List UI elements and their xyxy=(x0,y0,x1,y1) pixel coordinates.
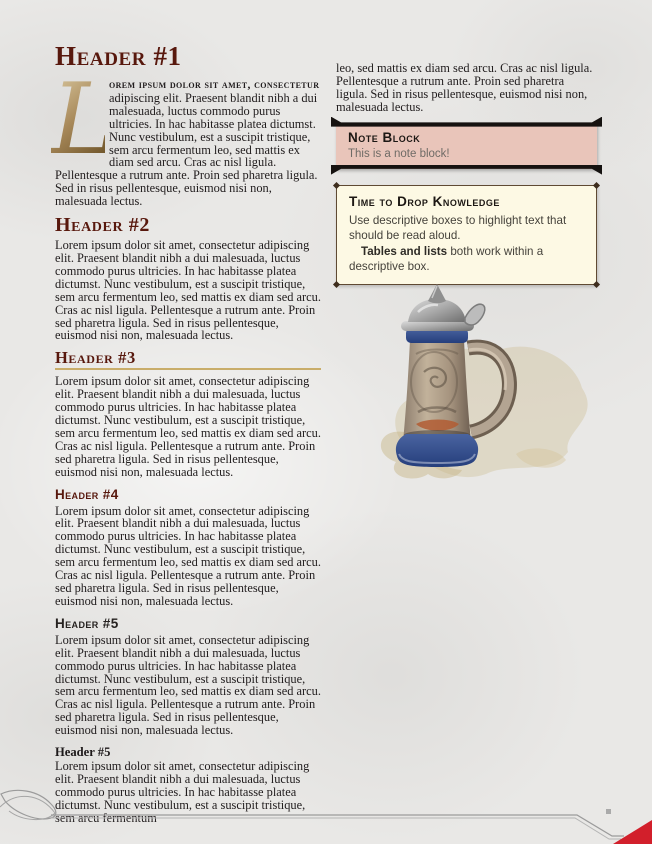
descriptive-box-text: Use descriptive boxes to highlight text that should be read aloud. xyxy=(349,213,567,242)
note-block-text: This is a note block! xyxy=(348,147,450,160)
header-1: Header #1 xyxy=(55,41,182,71)
header-5: Header #5 xyxy=(55,615,119,631)
note-block-title: Note Block xyxy=(348,129,421,145)
page-footer-decoration xyxy=(0,780,652,844)
lead-paragraph-text: adipiscing elit. Praesent blandit nibh a dui malesuada, luctus commodo purus ultricies. In hac habitasse platea dictumst. Nunc vestibulum, est a suscipit tristique, sem arcu fermentum leo, sed mattis ex diam sed arcu. Cras ac nisl ligula. Pellentesque a rutrum ante. Proin sed pharetra ligula. Sed in risus pellentesque, euismod nisi non, malesuada lectus. xyxy=(55,90,318,209)
header-2: Header #2 xyxy=(55,214,150,237)
descriptive-box-title: Time to Drop Knowledge xyxy=(349,193,500,209)
paragraph-5: Lorem ipsum dolor sit amet, consectetur adipiscing elit. Praesent blandit nibh a dui malesuada, luctus commodo purus ultricies. In hac habitasse platea dictumst. Nunc vestibulum, est a suscipit tristique, sem arcu fermentum leo, sed mattis ex diam sed arcu. Cras ac nisl ligula. Pellentesque a rutrum ante. Proin sed pharetra ligula. Sed in risus pellentesque, euismod nisi non, malesuada lectus. xyxy=(55,632,321,738)
column-overflow-paragraph: leo, sed mattis ex diam sed arcu. Cras ac nisl ligula. Pellentesque a rutrum ante. Proin sed pharetra ligula. Sed in risus pellentesque, euismod nisi non, malesuada lectus. xyxy=(336,61,593,114)
lead-small-caps-text: orem ipsum dolor sit amet, consectetur xyxy=(109,78,320,91)
paragraph-3: Lorem ipsum dolor sit amet, consectetur adipiscing elit. Praesent blandit nibh a dui malesuada, luctus commodo purus ultricies. In hac habitasse platea dictumst. Nunc vestibulum, est a suscipit tristique, sem arcu fermentum leo, sed mattis ex diam sed arcu. Cras ac nisl ligula. Pellentesque a rutrum ante. Proin sed pharetra ligula. Sed in risus pellentesque, euismod nisi non, malesuada lectus. xyxy=(55,374,321,479)
page-corner-triangle xyxy=(613,820,652,844)
drop-cap-letter: L xyxy=(51,63,117,177)
stein-lid-rim xyxy=(401,321,474,331)
descriptive-box-bold-text: Tables and lists xyxy=(361,244,448,258)
note-block xyxy=(336,123,597,169)
corner-dot-icon xyxy=(333,281,340,288)
corner-dot-icon xyxy=(333,182,340,189)
lead-paragraph xyxy=(51,63,321,209)
descriptive-box-text-2: Tables and lists both work within a descriptive box. xyxy=(349,244,544,273)
paragraph-2: Lorem ipsum dolor sit amet, consectetur adipiscing elit. Praesent blandit nibh a dui malesuada, luctus commodo purus ultricies. In hac habitasse platea dictumst. Nunc vestibulum, est a suscipit tristique, sem arcu fermentum leo, sed mattis ex diam sed arcu. Cras ac nisl ligula. Pellentesque a rutrum ante. Proin sed pharetra ligula. Sed in risus pellentesque, euismod nisi non, malesuada lectus. xyxy=(55,238,321,343)
right-column xyxy=(336,62,597,299)
paragraph-6-truncated: Lorem ipsum dolor sit amet, consectetur adipiscing elit. Praesent blandit nibh a dui malesuada, luctus commodo purus ultricies. In hac habitasse platea dictumst. Nunc vestibulum, est a suscipit tristique, sem arcu fermentum xyxy=(55,759,310,825)
header-4: Header #4 xyxy=(55,486,119,502)
note-block-top-border xyxy=(331,117,602,127)
footer-dot xyxy=(606,809,611,814)
corner-dot-icon xyxy=(593,182,600,189)
descriptive-box xyxy=(336,185,597,285)
header-3: Header #3 xyxy=(55,349,321,370)
beer-stein-illustration xyxy=(366,284,598,490)
paragraph-4: Lorem ipsum dolor sit amet, consectetur adipiscing elit. Praesent blandit nibh a dui malesuada, luctus commodo purus ultricies. In hac habitasse platea dictumst. Nunc vestibulum, est a suscipit tristique, sem arcu fermentum leo, sed mattis ex diam sed arcu. Cras ac nisl ligula. Pellentesque a rutrum ante. Proin sed pharetra ligula. Sed in risus pellentesque, euismod nisi non, malesuada lectus. xyxy=(55,503,321,608)
stein-thumb-lever xyxy=(465,304,485,325)
beer-stein-image xyxy=(366,284,598,490)
note-block-bottom-border xyxy=(331,165,602,175)
header-5-bold: Header #5 xyxy=(55,745,111,760)
left-column xyxy=(51,41,321,832)
